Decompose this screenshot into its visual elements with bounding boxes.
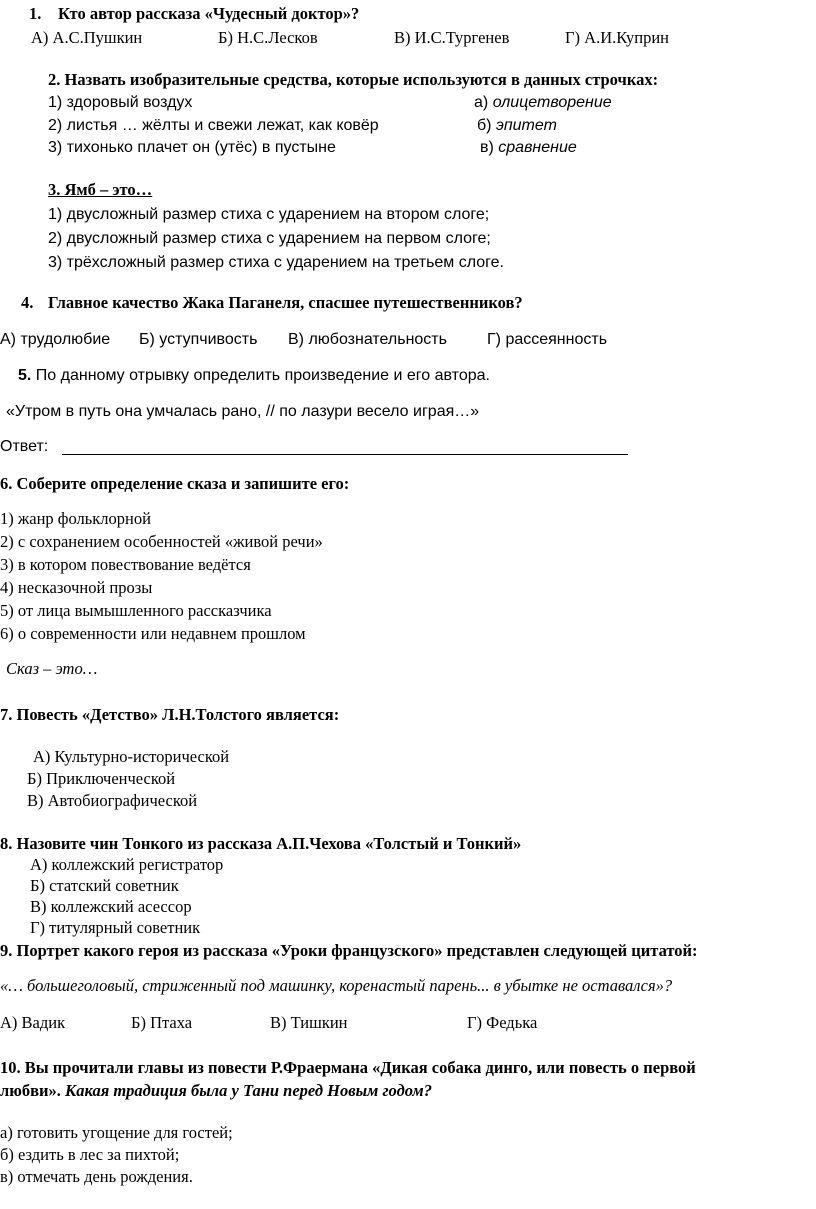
q5-answer-label: Ответ: xyxy=(0,438,49,455)
q2-title: 2. Назвать изобразительные средства, которые используются в данных строчках: xyxy=(48,70,659,89)
q6-item-4: 4) несказочной прозы xyxy=(0,578,153,597)
q2-right-term-c: сравнение xyxy=(498,139,577,156)
q8-option-b: Б) статский советник xyxy=(30,876,179,895)
q6-item-3: 3) в котором повествование ведётся xyxy=(0,555,251,574)
q6-item-1: 1) жанр фольклорной xyxy=(0,509,151,528)
q8-option-c: В) коллежский асессор xyxy=(30,897,192,916)
q1-option-b: Б) Н.С.Лесков xyxy=(218,28,318,47)
q8-option-d: Г) титулярный советник xyxy=(30,918,201,937)
q4-option-a: А) трудолюбие xyxy=(0,331,111,348)
q6-title: 6. Соберите определение сказа и запишите его: xyxy=(0,474,350,493)
q1-option-a: А) А.С.Пушкин xyxy=(31,28,143,47)
q9-title: 9. Портрет какого героя из рассказа «Уроки французского» представлен следующей цитатой: xyxy=(0,941,698,960)
q5-answer-line[interactable] xyxy=(62,454,628,455)
q4-option-d: Г) рассеянность xyxy=(487,331,608,348)
q6-item-5: 5) от лица вымышленного рассказчика xyxy=(0,601,272,620)
q3-item-1: 1) двусложный размер стиха с ударением на втором слоге; xyxy=(48,206,490,223)
q7-option-a: А) Культурно-исторической xyxy=(33,747,230,766)
q2-left-3: 3) тихонько плачет он (утёс) в пустыне xyxy=(48,139,336,156)
q6-prompt: Сказ – это… xyxy=(6,659,98,678)
q8-option-a: А) коллежский регистратор xyxy=(30,855,224,874)
q10-option-b: б) ездить в лес за пихтой; xyxy=(0,1145,180,1164)
q2-right-term-a: олицетворение xyxy=(492,94,612,111)
q5-number: 5. xyxy=(18,367,32,384)
q9-option-a: А) Вадик xyxy=(0,1013,66,1032)
q6-item-6: 6) о современности или недавнем прошлом xyxy=(0,624,306,643)
q8-title: 8. Назовите чин Тонкого из рассказа А.П.Чехова «Толстый и Тонкий» xyxy=(0,834,522,853)
q9-quote: «… большеголовый, стриженный под машинку, коренастый парень... в убытке не оставался»? xyxy=(0,976,673,995)
q7-option-b: Б) Приключенческой xyxy=(27,769,176,788)
q4-number: 4. xyxy=(21,293,34,312)
q3-title: 3. Ямб – это… xyxy=(48,180,153,199)
q10-option-a: а) готовить угощение для гостей; xyxy=(0,1123,233,1142)
q7-title: 7. Повесть «Детство» Л.Н.Толстого является: xyxy=(0,705,340,724)
q10-title-line1: 10. Вы прочитали главы из повести Р.Фраермана «Дикая собака динго, или повесть о первой xyxy=(0,1058,696,1077)
q2-left-2: 2) листья … жёлты и свежи лежат, как ковёр xyxy=(48,117,379,134)
q4-question: Главное качество Жака Паганеля, спасшее путешественников? xyxy=(48,293,523,312)
q3-item-2: 2) двусложный размер стиха с ударением на первом слоге; xyxy=(48,230,491,247)
q10-option-c: в) отмечать день рождения. xyxy=(0,1167,193,1186)
q2-right-letter-b: б) xyxy=(477,117,492,134)
q1-question: Кто автор рассказа «Чудесный доктор»? xyxy=(58,4,360,23)
q10-title-line2-italic: Какая традиция была у Тани перед Новым годом? xyxy=(60,1081,432,1100)
q2-right-letter-c: в) xyxy=(480,139,494,156)
q2-right-term-b: эпитет xyxy=(495,117,557,134)
q5-quote: «Утром в путь она умчалась рано, // по лазури весело играя…» xyxy=(6,403,480,420)
q7-option-c: В) Автобиографической xyxy=(27,791,198,810)
q2-left-1: 1) здоровый воздух xyxy=(48,94,193,111)
q1-number: 1. xyxy=(29,4,42,23)
q2-right-letter-a: а) xyxy=(474,94,489,111)
q6-item-2: 2) с сохранением особенностей «живой речи» xyxy=(0,532,323,551)
q4-option-b: Б) уступчивость xyxy=(139,331,258,348)
q1-option-d: Г) А.И.Куприн xyxy=(565,28,669,47)
q5-text: По данному отрывку определить произведение и его автора. xyxy=(35,367,490,384)
q9-option-d: Г) Федька xyxy=(467,1013,538,1032)
q3-item-3: 3) трёхсложный размер стиха с ударением на третьем слоге. xyxy=(48,254,504,271)
q4-option-c: В) любознательность xyxy=(288,331,447,348)
q1-option-c: В) И.С.Тургенев xyxy=(394,28,510,47)
q9-option-b: Б) Птаха xyxy=(131,1013,193,1032)
q10-title-line2-bold: любви». xyxy=(0,1081,61,1100)
q9-option-c: В) Тишкин xyxy=(270,1013,348,1032)
